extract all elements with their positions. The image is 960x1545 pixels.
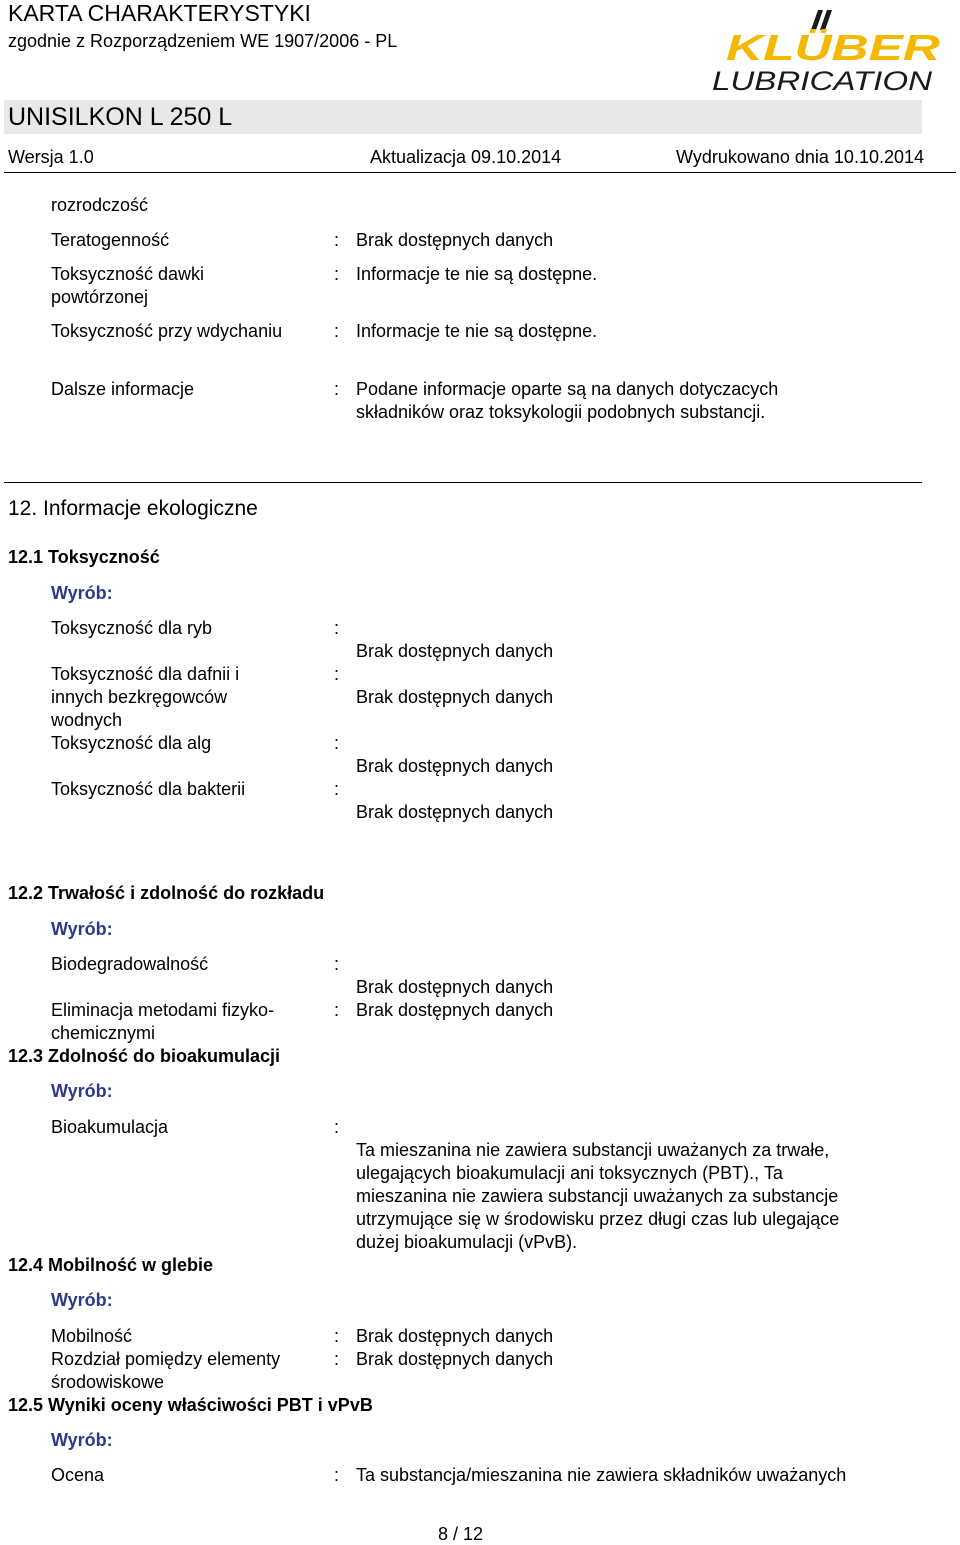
- daphnia-toxicity-label: Toksyczność dla dafnii i: [51, 664, 240, 684]
- elimination-label-line2: chemicznymi: [51, 1023, 156, 1043]
- section-12-title: 12. Informacje ekologiczne: [8, 497, 258, 520]
- algae-toxicity-value: Brak dostępnych danych: [356, 756, 554, 776]
- inhalation-value: Informacje te nie są dostępne.: [356, 321, 598, 341]
- inhalation-label: Toksyczność przy wdychaniu: [51, 321, 283, 341]
- distribution-label-line2: środowiskowe: [51, 1372, 165, 1392]
- daphnia-toxicity-value: Brak dostępnych danych: [356, 687, 554, 707]
- mobility-label: Mobilność: [51, 1326, 133, 1346]
- mobility-value: Brak dostępnych danych: [356, 1326, 554, 1346]
- product-subheading: Wyrób:: [51, 583, 113, 603]
- product-name: UNISILKON L 250 L: [8, 103, 233, 131]
- product-subheading: Wyrób:: [51, 919, 113, 939]
- subsection-12-1-title: 12.1 Toksyczność: [8, 547, 160, 567]
- separator: :: [334, 954, 340, 974]
- header-rule: [4, 172, 956, 173]
- separator: :: [334, 321, 340, 341]
- bioaccumulation-value-line: dużej bioakumulacji (vPvB).: [356, 1232, 578, 1252]
- fish-toxicity-label: Toksyczność dla ryb: [51, 618, 213, 638]
- algae-toxicity-label: Toksyczność dla alg: [51, 733, 212, 753]
- separator: :: [334, 1326, 340, 1346]
- print-date: Wydrukowano dnia 10.10.2014: [676, 147, 925, 167]
- biodegradability-value: Brak dostępnych danych: [356, 977, 554, 997]
- bacteria-toxicity-value: Brak dostępnych danych: [356, 802, 554, 822]
- assessment-label: Ocena: [51, 1465, 105, 1485]
- logo-kluber-text: KLÜBER: [726, 27, 940, 68]
- product-subheading: Wyrób:: [51, 1430, 113, 1450]
- separator: :: [334, 779, 340, 799]
- separator: :: [334, 733, 340, 753]
- assessment-value: Ta substancja/mieszanina nie zawiera składników uważanych: [356, 1465, 847, 1485]
- version-text: Wersja 1.0: [8, 147, 94, 167]
- subsection-12-3-title: 12.3 Zdolność do bioakumulacji: [8, 1046, 281, 1066]
- fish-toxicity-value: Brak dostępnych danych: [356, 641, 554, 661]
- bacteria-toxicity-label: Toksyczność dla bakterii: [51, 779, 246, 799]
- daphnia-toxicity-label-line2: innych bezkręgowców: [51, 687, 228, 707]
- document-title: KARTA CHARAKTERYSTYKI: [8, 0, 311, 26]
- bioaccumulation-value-line: utrzymujące się w środowisku przez długi czas lub ulegające: [356, 1209, 840, 1229]
- repeated-dose-value: Informacje te nie są dostępne.: [356, 264, 598, 284]
- elimination-label: Eliminacja metodami fizyko-: [51, 1000, 275, 1020]
- further-info-label: Dalsze informacje: [51, 379, 195, 399]
- reproductive-label: rozrodczość: [51, 195, 149, 215]
- separator: :: [334, 618, 340, 638]
- biodegradability-label: Biodegradowalność: [51, 954, 209, 974]
- separator: :: [334, 664, 340, 684]
- kluber-logo: [706, 6, 946, 96]
- teratogenicity-value: Brak dostępnych danych: [356, 230, 554, 250]
- separator: :: [334, 1117, 340, 1137]
- elimination-value: Brak dostępnych danych: [356, 1000, 554, 1020]
- bioaccumulation-value: Ta mieszanina nie zawiera substancji uważanych za trwałe,: [356, 1140, 830, 1160]
- further-info-value-line2: składników oraz toksykologii podobnych substancji.: [356, 402, 766, 422]
- subsection-12-5-title: 12.5 Wyniki oceny właściwości PBT i vPvB: [8, 1395, 373, 1415]
- separator: :: [334, 1000, 340, 1020]
- separator: :: [334, 379, 340, 399]
- product-subheading: Wyrób:: [51, 1081, 113, 1101]
- section-rule: [4, 482, 922, 483]
- separator: :: [334, 1465, 340, 1485]
- regulation-text: zgodnie z Rozporządzeniem WE 1907/2006 - PL: [8, 31, 398, 51]
- subsection-12-4-title: 12.4 Mobilność w glebie: [8, 1255, 214, 1275]
- separator: :: [334, 230, 340, 250]
- update-date: Aktualizacja 09.10.2014: [370, 147, 562, 167]
- repeated-dose-label-line2: powtórzonej: [51, 287, 149, 307]
- subsection-12-2-title: 12.2 Trwałość i zdolność do rozkładu: [8, 883, 325, 903]
- distribution-value: Brak dostępnych danych: [356, 1349, 554, 1369]
- page-number: 8 / 12: [438, 1524, 484, 1544]
- bioaccumulation-value-line: ulegających bioakumulacji ani toksycznych (PBT)., Ta: [356, 1163, 783, 1183]
- distribution-label: Rozdział pomiędzy elementy: [51, 1349, 281, 1369]
- separator: :: [334, 264, 340, 284]
- bioaccumulation-value-line: mieszanina nie zawiera substancji uważanych za substancje: [356, 1186, 839, 1206]
- product-subheading: Wyrób:: [51, 1290, 113, 1310]
- repeated-dose-label: Toksyczność dawki: [51, 264, 205, 284]
- further-info-value: Podane informacje oparte są na danych dotyczacych: [356, 379, 779, 399]
- daphnia-toxicity-label-line3: wodnych: [51, 710, 123, 730]
- separator: :: [334, 1349, 340, 1369]
- bioaccumulation-label: Bioakumulacja: [51, 1117, 169, 1137]
- logo-lubrication-text: LUBRICATION: [712, 66, 933, 96]
- teratogenicity-label: Teratogenność: [51, 230, 170, 250]
